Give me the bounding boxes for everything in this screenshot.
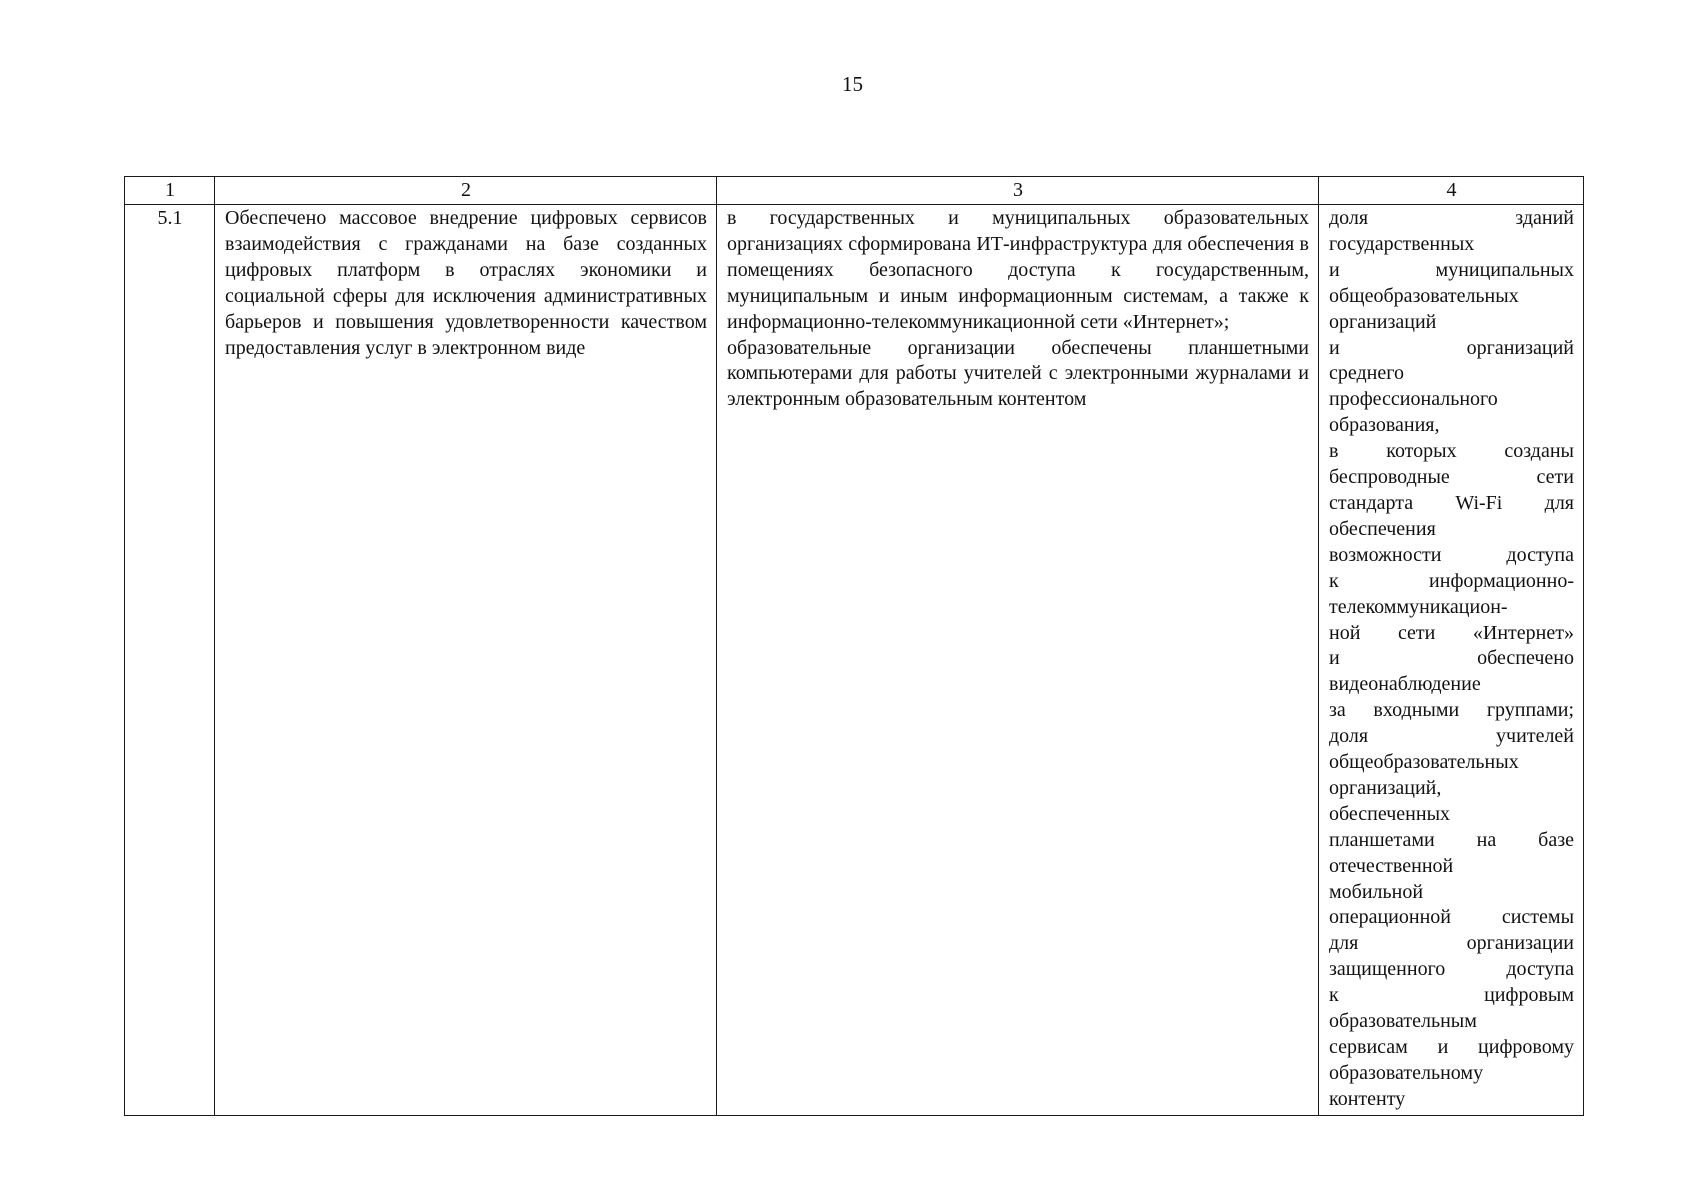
indicator-line: среднего <box>1329 362 1404 385</box>
indicator-line: за входными группами; <box>1329 699 1574 722</box>
result-text: Обеспечено массовое внедрение цифровых сервисов взаимодействия с гражданами на базе созданных цифровых платформ в отраслях экономики и социальной сферы для исключения административных барьеров и повышения удовлетворенности качеством предоставления услуг в электронном виде <box>225 207 707 359</box>
indicator-line: доля учителей <box>1329 725 1574 748</box>
indicator-line: и муниципальных <box>1329 258 1574 281</box>
indicator-line: образовательному <box>1329 1061 1484 1084</box>
indicator-line: сервисам и цифровому <box>1329 1036 1574 1058</box>
header-cell-2: 2 <box>215 177 717 205</box>
table-row <box>125 205 1584 1116</box>
indicator-line: планшетами на базе <box>1329 828 1574 851</box>
header-cell-4: 4 <box>1319 177 1584 205</box>
indicator-line: возможности доступа <box>1329 543 1574 566</box>
header-cell-1: 1 <box>125 177 215 205</box>
indicator-line: и обеспечено <box>1329 647 1574 670</box>
indicator-line: мобильной <box>1329 880 1424 903</box>
indicator-text <box>1329 206 1574 1113</box>
indicator-line: образования, <box>1329 414 1440 437</box>
indicator-line: и организаций <box>1329 336 1574 359</box>
characteristic-text-1: в государственных и муниципальных образовательных организациях сформирована ИТ-инфраструктура для обеспечения в помещениях безопасного доступа к государственным, муниципальным и иным информационным системам, а также к информационно-телекоммуникационной сети «Интернет»; <box>727 207 1309 333</box>
indicator-line: организаций <box>1329 310 1437 333</box>
indicator-line: государственных <box>1329 232 1475 255</box>
result-cell <box>215 205 717 1116</box>
indicator-line: операционной системы <box>1329 906 1574 929</box>
indicator-line: к информационно- <box>1329 569 1574 592</box>
indicator-line: беспроводные сети <box>1329 466 1574 489</box>
indicator-line: к цифровым <box>1329 984 1574 1007</box>
header-cell-3: 3 <box>717 177 1319 205</box>
indicator-line: профессионального <box>1329 388 1498 411</box>
indicator-line: стандарта Wi-Fi для <box>1329 491 1574 514</box>
indicator-line: в которых созданы <box>1329 440 1574 463</box>
page-number: 15 <box>842 72 863 96</box>
indicator-line: телекоммуникацион- <box>1329 595 1508 618</box>
indicator-line: ной сети «Интернет» <box>1329 621 1574 644</box>
indicator-cell <box>1319 205 1584 1116</box>
indicator-line: обеспечения <box>1329 517 1436 540</box>
indicator-line: контенту <box>1329 1087 1406 1110</box>
document-table <box>124 176 1584 1116</box>
indicator-line: образовательным <box>1329 1010 1477 1033</box>
indicator-line: обеспеченных <box>1329 802 1451 825</box>
indicator-line: защищенного доступа <box>1329 958 1574 981</box>
indicator-line: для организации <box>1329 932 1574 955</box>
characteristic-cell <box>717 205 1319 1116</box>
indicator-line: доля зданий <box>1329 207 1574 229</box>
indicator-line: отечественной <box>1329 854 1454 877</box>
indicator-line: организаций, <box>1329 776 1442 799</box>
indicator-line: общеобразовательных <box>1329 751 1519 774</box>
indicator-line: видеонаблюдение <box>1329 673 1481 696</box>
characteristic-text-2: образовательные организации обеспечены планшетными компьютерами для работы учителей с электронными журналами и электронным образовательным контентом <box>727 336 1309 411</box>
indicator-line: общеобразовательных <box>1329 284 1519 307</box>
table-header-row <box>125 177 1584 205</box>
row-number-cell: 5.1 <box>125 205 215 1116</box>
